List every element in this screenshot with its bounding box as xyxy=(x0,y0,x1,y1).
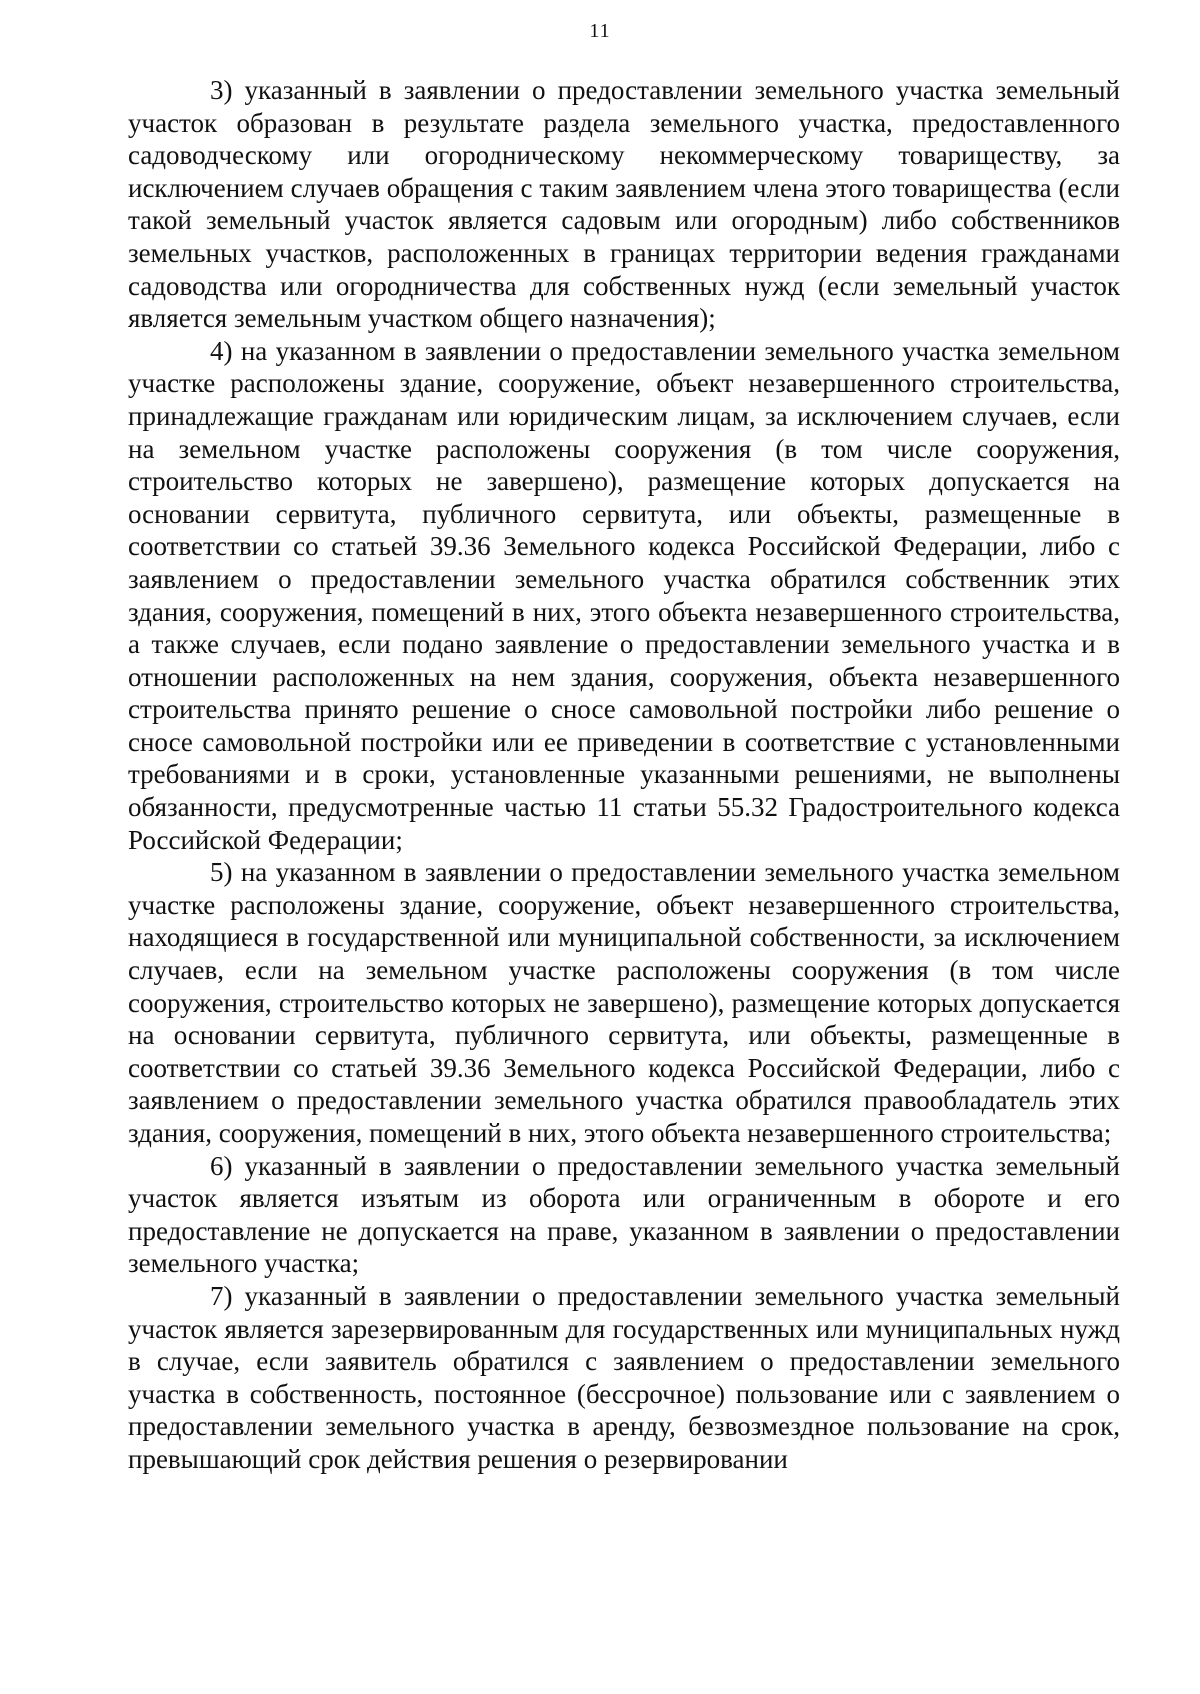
paragraph-item-3: 3) указанный в заявлении о предоставлении земельного участка земельный участок образован в результате раздела земельного участка, предоставленного садоводческому или огородническому некоммерческому товариществу, за исключением случаев обращения с таким заявлением члена этого товарищества (если такой земельный участок является садовым или огородным) либо собственников земельных участков, расположенных в границах территории ведения гражданами садоводства или огородничества для собственных нужд (если земельный участок является земельным участком общего назначения); xyxy=(128,75,1120,334)
paragraph-item-6: 6) указанный в заявлении о предоставлении земельного участка земельный участок является изъятым из оборота или ограниченным в обороте и его предоставление не допускается на праве, указанном в заявлении о предоставлении земельного участка; xyxy=(128,1150,1120,1279)
page-number: 11 xyxy=(589,20,611,42)
paragraph-item-7: 7) указанный в заявлении о предоставлении земельного участка земельный участок является зарезервированным для государственных или муниципальных нужд в случае, если заявитель обратился с заявлением о предоставлении земельного участка в собственность, постоянное (бессрочное) пользование или с заявлением о предоставлении земельного участка в аренду, безвозмездное пользование на срок, превышающий срок действия решения о резервировании xyxy=(128,1280,1120,1474)
paragraph-item-5: 5) на указанном в заявлении о предоставлении земельного участка земельном участке расположены здание, сооружение, объект незавершенного строительства, находящиеся в государственной или муниципальной собственности, за исключением случаев, если на земельном участке расположены сооружения (в том числе сооружения, строительство которых не завершено), размещение которых допускается на основании сервитута, публичного сервитута, или объекты, размещенные в соответствии со статьей 39.36 Земельного кодекса Российской Федерации, либо с заявлением о предоставлении земельного участка обратился правообладатель этих здания, сооружения, помещений в них, этого объекта незавершенного строительства; xyxy=(128,857,1120,1148)
document-body xyxy=(128,74,1120,1476)
paragraph-item-4: 4) на указанном в заявлении о предоставлении земельного участка земельном участке расположены здание, сооружение, объект незавершенного строительства, принадлежащие гражданам или юридическим лицам, за исключением случаев, если на земельном участке расположены сооружения (в том числе сооружения, строительство которых не завершено), размещение которых допускается на основании сервитута, публичного сервитута, или объекты, размещенные в соответствии со статьей 39.36 Земельного кодекса Российской Федерации, либо с заявлением о предоставлении земельного участка обратился собственник этих здания, сооружения, помещений в них, этого объекта незавершенного строительства, а также случаев, если подано заявление о предоставлении земельного участка и в отношении расположенных на нем здания, сооружения, объекта незавершенного строительства принято решение о сносе самовольной постройки либо решение о сносе самовольной постройки или ее приведении в соответствие с установленными требованиями и в сроки, установленные указанными решениями, не выполнены обязанности, предусмотренные частью 11 статьи 55.32 Градостроительного кодекса Российской Федерации; xyxy=(128,335,1120,855)
